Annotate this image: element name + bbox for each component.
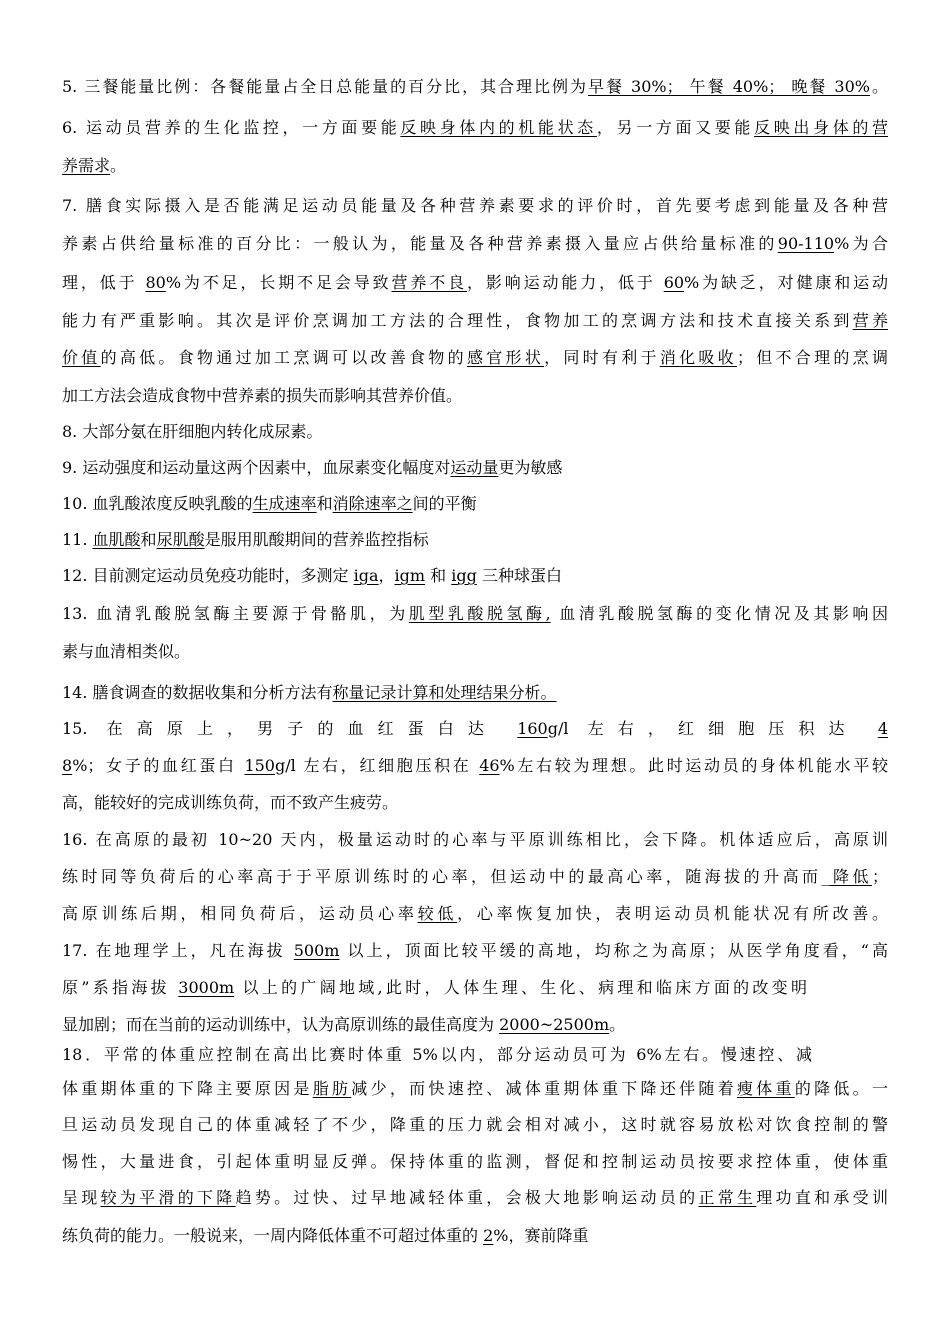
text-segment: 。: [110, 156, 127, 175]
answer-blank: 肌型乳酸脱氢酶,: [408, 604, 551, 623]
answer-blank: 消化吸收: [659, 348, 737, 367]
answer-blank: 感官形状: [466, 348, 545, 367]
text-line: [62, 1152, 888, 1172]
answer-blank: 降低: [829, 867, 872, 886]
answer-blank: 较低: [417, 904, 458, 923]
text-segment: g/l 左右，红细胞压积达: [547, 719, 878, 738]
text-line: [62, 566, 562, 586]
text-line: [62, 348, 888, 368]
text-segment: ，同时有利于: [544, 348, 660, 367]
answer-blank: 营养不良: [391, 273, 467, 292]
text-segment: 练时同等负荷后的心率高于于平原训练时的心率，但运动中的最高心率，随海拔的升高而_: [62, 867, 830, 886]
answer-blank: 2000~2500m: [499, 1015, 610, 1034]
text-line: [62, 77, 888, 97]
text-segment: ，心率恢复加快，表明运动员机能状况有所改善。: [457, 904, 888, 923]
text-segment: 练负荷的能力。一般说来，一周内降低体重不可超过体重的: [62, 1226, 484, 1245]
text-line: [62, 273, 888, 293]
text-line: [62, 1015, 625, 1035]
text-line: [62, 719, 888, 739]
text-segment: 惕性，大量进食，引起体重明显反弹。保持体重的监测，督促和控制运动员按要求控体重，使体重: [62, 1152, 888, 1171]
text-segment: 显加剧；而在当前的运动训练中，认为高原训练的最佳高度为: [62, 1015, 500, 1034]
text-segment: 素与血清相类似。: [62, 642, 191, 661]
text-segment: 高，能较好的完成训练负荷，而不致产生疲劳。: [62, 793, 399, 812]
answer-blank: 早餐 30%； 午餐 40%； 晚餐 30%: [588, 77, 870, 96]
text-segment: 的降低。一: [794, 1079, 888, 1098]
text-segment: 5. 三餐能量比例：各餐能量占全日总能量的百分比，其合理比例为: [62, 77, 588, 96]
text-segment: 体重期体重的下降主要原因是: [62, 1079, 313, 1098]
text-segment: %，赛前降重: [493, 1226, 589, 1245]
answer-blank: 运动量: [450, 458, 499, 477]
text-line: [62, 1115, 888, 1135]
text-segment: 12. 目前测定运动员免疫功能时，多测定: [62, 566, 354, 585]
text-line: [62, 604, 888, 624]
text-segment: 18．平常的体重应控制在高出比赛时体重 5%以内，部分运动员可为 6%左右。慢速控、减: [62, 1045, 812, 1064]
answer-blank: 4: [877, 719, 888, 738]
text-segment: ，影响运动能力，低于: [467, 273, 664, 292]
text-segment: 9. 运动强度和运动量这两个因素中，血尿素变化幅度对: [62, 458, 451, 477]
text-segment: 以上的广阔地域,此时，人体生理、生化、病理和临床方面的改变明: [234, 978, 807, 997]
text-segment: 间的平衡: [412, 494, 477, 513]
text-segment: %为不足，长期不足会导致: [165, 273, 392, 292]
answer-blank: 养需求: [62, 156, 111, 175]
text-segment: 。: [609, 1015, 626, 1034]
text-line: [62, 156, 126, 176]
answer-blank: 46: [479, 756, 500, 775]
text-line: [62, 904, 888, 924]
answer-blank: iga: [353, 566, 379, 585]
answer-blank: 称量记录计算和处理结果分析。: [332, 683, 557, 702]
answer-blank: 160: [517, 719, 548, 738]
text-segment: 和: [425, 566, 452, 585]
text-segment: 10. 血乳酸浓度反映乳酸的: [62, 494, 253, 513]
answer-blank: 3000m: [178, 978, 235, 997]
text-line: [62, 1079, 888, 1099]
text-line: [62, 941, 888, 961]
answer-blank: 脂肪: [312, 1079, 352, 1098]
answer-blank: 较为平滑的下降: [100, 1188, 236, 1207]
text-segment: 趋势。过快、过早地减轻体重，会极大地影响运动员的: [235, 1188, 699, 1207]
text-segment: 。: [869, 77, 888, 96]
text-segment: 更为敏感: [498, 458, 563, 477]
answer-blank: 血肌酸: [92, 530, 141, 549]
answer-blank: 瘦体重: [736, 1079, 795, 1098]
answer-blank: 90-110: [777, 234, 835, 253]
text-segment: 7. 膳食实际摄入是否能满足运动员能量及各种营养素要求的评价时，首先要考虑到能量及各种营: [62, 196, 888, 215]
text-segment: ；: [871, 867, 888, 886]
text-segment: 和: [140, 530, 157, 549]
text-line: [62, 196, 888, 216]
text-line: [62, 530, 429, 550]
text-segment: %左右较为理想。此时运动员的身体机能水平较: [499, 756, 888, 775]
text-segment: 6. 运动员营养的生化监控，一方面要能: [62, 118, 401, 137]
text-segment: 17. 在地理学上，凡在海拔: [62, 941, 294, 960]
text-segment: 15. 在高原上，男子的血红蛋白达: [62, 719, 518, 738]
text-line: [62, 1045, 812, 1065]
text-segment: 是服用肌酸期间的营养监控指标: [204, 530, 429, 549]
answer-blank: 营养: [852, 311, 888, 330]
text-line: [62, 118, 888, 138]
text-segment: 16. 在高原的最初 10~20 天内，极量运动时的心率与平原训练相比，会下降。机体适应后，高原训: [62, 830, 888, 849]
answer-blank: 8: [62, 756, 73, 775]
answer-blank: 正常生: [698, 1188, 757, 1207]
text-segment: 和: [316, 494, 333, 513]
answer-blank: 150: [244, 756, 275, 775]
answer-blank: 消除速率之: [332, 494, 413, 513]
answer-blank: 价值: [62, 348, 101, 367]
text-line: [62, 494, 477, 514]
text-segment: 三种球蛋白: [476, 566, 562, 585]
text-segment: %；女子的血红蛋白: [72, 756, 245, 775]
text-segment: 血清乳酸脱氢酶的变化情况及其影响因: [550, 604, 888, 623]
text-segment: 旦运动员发现自己的体重减轻了不少，降重的压力就会相对减小，这时就容易放松对饮食控制的警: [62, 1115, 888, 1134]
text-segment: 能力有严重影响。其次是评价烹调加工方法的合理性，食物加工的烹调方法和技术直接关系到: [62, 311, 853, 330]
answer-blank: 反映出身体的营: [754, 118, 888, 137]
text-line: [62, 1188, 888, 1208]
text-segment: 的高低。食物通过加工烹调可以改善食物的: [100, 348, 467, 367]
answer-blank: 生成速率: [252, 494, 317, 513]
text-line: [62, 830, 888, 850]
text-segment: 养素占供给量标准的百分比：一般认为，能量及各种营养素摄入量应占供给量标准的: [62, 234, 778, 253]
answer-blank: 尿肌酸: [156, 530, 205, 549]
text-segment: ；但不合理的烹调: [736, 348, 888, 367]
text-line: [62, 386, 462, 406]
text-line: [62, 458, 562, 478]
text-segment: 14. 膳食调查的数据收集和分析方法有: [62, 683, 333, 702]
answer-blank: 60: [663, 273, 685, 292]
text-segment: ，另一方面又要能: [596, 118, 755, 137]
text-line: [62, 867, 888, 887]
text-segment: 高原训练后期，相同负荷后，运动员心率: [62, 904, 418, 923]
text-line: [62, 793, 398, 813]
text-segment: 理功直和承受训: [756, 1188, 888, 1207]
text-line: [62, 683, 557, 703]
text-line: [62, 642, 190, 662]
text-segment: 原”系指海拔: [62, 978, 179, 997]
text-line: [62, 422, 322, 442]
answer-blank: 反映身体内的机能状态: [400, 118, 597, 137]
text-line: [62, 978, 807, 998]
text-segment: g/l 左右，红细胞压积在: [274, 756, 480, 775]
answer-blank: igg: [451, 566, 477, 585]
text-segment: %为缺乏，对健康和运动: [684, 273, 888, 292]
text-segment: 减少，而快速控、减体重期体重下降还伴随着: [351, 1079, 737, 1098]
answer-blank: igm: [394, 566, 426, 585]
text-segment: ，: [378, 566, 395, 585]
answer-blank: 80: [145, 273, 166, 292]
text-line: [62, 234, 888, 254]
text-line: [62, 756, 888, 776]
text-line: [62, 311, 888, 331]
text-segment: 13. 血清乳酸脱氢酶主要源于骨骼肌，为: [62, 604, 409, 623]
text-segment: 11.: [62, 530, 93, 549]
text-segment: 理，低于: [62, 273, 146, 292]
text-line: [62, 1226, 589, 1246]
text-segment: 8. 大部分氨在肝细胞内转化成尿素。: [62, 422, 323, 441]
answer-blank: 500m: [293, 941, 340, 960]
answer-blank: 2: [483, 1226, 494, 1245]
text-segment: %为合: [834, 234, 888, 253]
text-segment: 加工方法会造成食物中营养素的损失而影响其营养价值。: [62, 386, 463, 405]
text-segment: 以上，顶面比较平缓的高地，均称之为高原；从医学角度看，“高: [339, 941, 888, 960]
text-segment: 呈现: [62, 1188, 101, 1207]
